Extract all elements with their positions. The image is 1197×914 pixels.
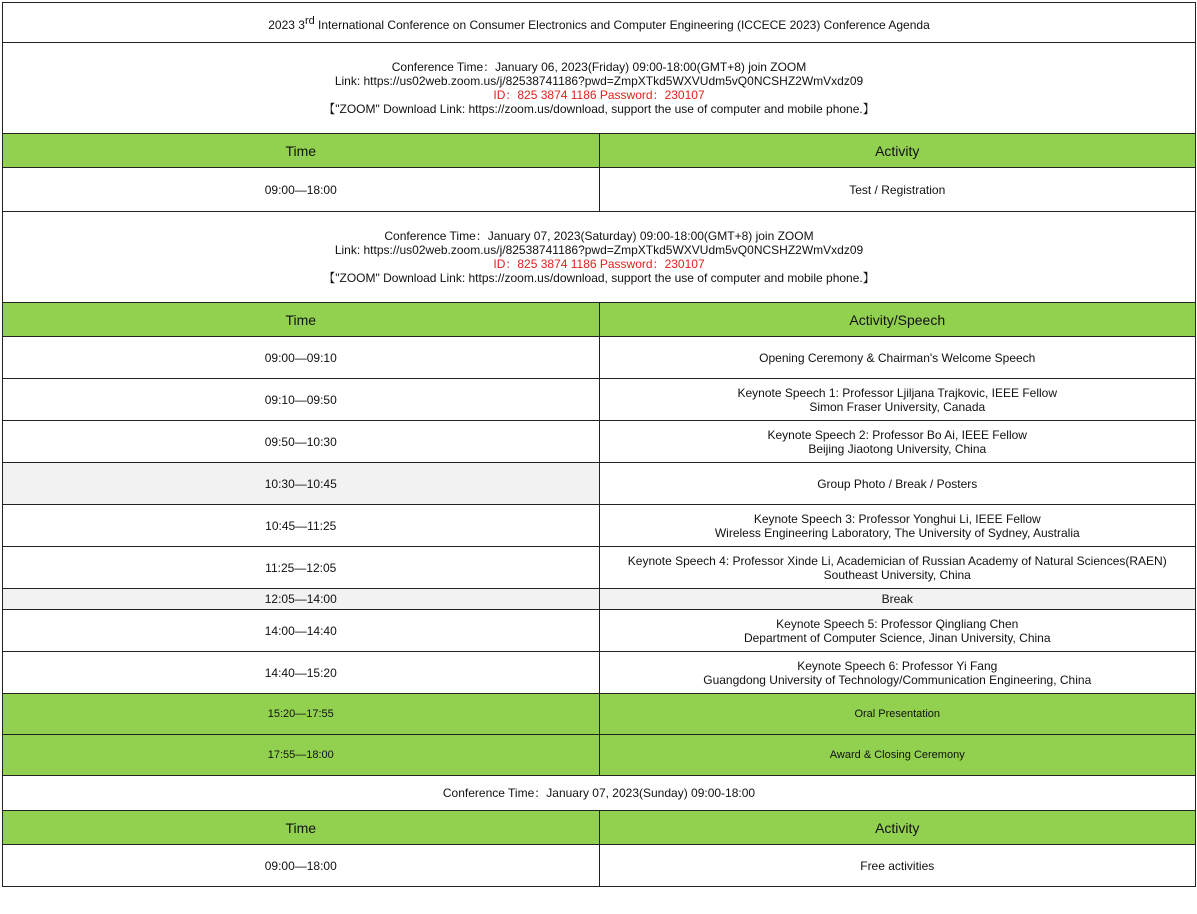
row-activity xyxy=(599,735,1196,776)
day1-header-activity: Activity xyxy=(599,134,1196,168)
title-superscript: rd xyxy=(304,14,315,27)
row-time: 09:00—18:00 xyxy=(3,168,600,212)
row-activity-line2: Simon Fraser University, Canada xyxy=(809,399,986,414)
row-activity xyxy=(599,652,1196,694)
row-activity-line1: Award & Closing Ceremony xyxy=(829,749,965,761)
row-activity xyxy=(599,694,1196,735)
row-time: 12:05—14:00 xyxy=(3,589,600,610)
row-activity-line1: Opening Ceremony & Chairman's Welcome Speech xyxy=(759,350,1036,365)
row-activity-line1: Keynote Speech 6: Professor Yi Fang xyxy=(797,658,998,673)
agenda-title xyxy=(3,3,1196,43)
day1-info xyxy=(3,43,1196,134)
table-row xyxy=(3,547,1196,589)
row-activity-line1: Keynote Speech 3: Professor Yonghui Li, IEEE Fellow xyxy=(753,511,1041,526)
day2-info xyxy=(3,212,1196,303)
table-row xyxy=(3,735,1196,776)
row-activity xyxy=(599,589,1196,610)
row-activity-line2: Wireless Engineering Laboratory, The University of Sydney, Australia xyxy=(714,525,1080,540)
row-time: 10:30—10:45 xyxy=(3,463,600,505)
table-row xyxy=(3,652,1196,694)
row-activity-line1: Break xyxy=(881,592,913,606)
row-activity xyxy=(599,337,1196,379)
row-activity xyxy=(599,379,1196,421)
table-row xyxy=(3,379,1196,421)
table-row xyxy=(3,694,1196,735)
table-row xyxy=(3,168,1196,212)
row-activity xyxy=(599,421,1196,463)
title-prefix: 2023 3 xyxy=(268,17,305,32)
day2-header-time: Time xyxy=(3,303,600,337)
table-row xyxy=(3,845,1196,887)
row-activity-line2: Southeast University, China xyxy=(823,567,971,582)
row-time: 11:25—12:05 xyxy=(3,547,600,589)
row-activity-line1: Group Photo / Break / Posters xyxy=(817,476,978,491)
day1-zoom-link[interactable]: Link: https://us02web.zoom.us/j/82538741186?pwd=ZmpXTkd5WXVUdm5vQ0NCSHZ2WmVxdz09 xyxy=(334,74,864,88)
row-activity: Free activities xyxy=(599,845,1196,887)
row-time: 09:10—09:50 xyxy=(3,379,600,421)
row-time: 10:45—11:25 xyxy=(3,505,600,547)
day3-header-time: Time xyxy=(3,811,600,845)
day3-header-activity: Activity xyxy=(599,811,1196,845)
day2-conference-time: Conference Time：January 07, 2023(Saturday) 09:00-18:00(GMT+8) join ZOOM xyxy=(384,229,814,243)
table-row xyxy=(3,589,1196,610)
table-row xyxy=(3,337,1196,379)
table-row xyxy=(3,463,1196,505)
row-activity xyxy=(599,505,1196,547)
row-activity-line1: Keynote Speech 4: Professor Xinde Li, Academician of Russian Academy of Natural Sciences(RAEN) xyxy=(627,553,1167,568)
row-activity xyxy=(599,547,1196,589)
row-time: 14:40—15:20 xyxy=(3,652,600,694)
table-row xyxy=(3,421,1196,463)
row-activity-line1: Keynote Speech 2: Professor Bo Ai, IEEE Fellow xyxy=(767,427,1027,442)
row-time: 09:00—18:00 xyxy=(3,845,600,887)
row-activity-line1: Keynote Speech 5: Professor Qingliang Chen xyxy=(776,616,1019,631)
row-activity xyxy=(599,610,1196,652)
row-activity-line2: Department of Computer Science, Jinan University, China xyxy=(743,630,1051,645)
day1-zoom-download: 【"ZOOM" Download Link: https://zoom.us/download, support the use of computer and mobile phone.】 xyxy=(323,102,875,116)
row-time: 14:00—14:40 xyxy=(3,610,600,652)
day1-header-row xyxy=(3,134,1196,168)
day1-header-time: Time xyxy=(3,134,600,168)
day2-header-row xyxy=(3,303,1196,337)
table-row xyxy=(3,610,1196,652)
title-rest: International Conference on Consumer Electronics and Computer Engineering (ICCECE 2023) Conference Agenda xyxy=(314,17,930,32)
row-activity-line1: Keynote Speech 1: Professor Ljiljana Trajkovic, IEEE Fellow xyxy=(737,385,1057,400)
row-activity-line1: Oral Presentation xyxy=(854,708,941,720)
day2-header-activity: Activity/Speech xyxy=(599,303,1196,337)
day2-zoom-id-password: ID：825 3874 1186 Password：230107 xyxy=(493,257,705,271)
day1-conference-time: Conference Time：January 06, 2023(Friday) 09:00-18:00(GMT+8) join ZOOM xyxy=(391,60,807,74)
row-time: 17:55—18:00 xyxy=(3,735,600,776)
agenda-table xyxy=(2,2,1196,887)
row-activity xyxy=(599,463,1196,505)
day2-zoom-download: 【"ZOOM" Download Link: https://zoom.us/download, support the use of computer and mobile phone.】 xyxy=(323,271,875,285)
day3-conference-time: Conference Time：January 07, 2023(Sunday) 09:00-18:00 xyxy=(3,776,1196,811)
row-time: 15:20—17:55 xyxy=(3,694,600,735)
day1-zoom-id-password: ID：825 3874 1186 Password：230107 xyxy=(493,88,705,102)
day3-header-row xyxy=(3,811,1196,845)
row-time: 09:00—09:10 xyxy=(3,337,600,379)
day2-zoom-link[interactable]: Link: https://us02web.zoom.us/j/82538741186?pwd=ZmpXTkd5WXVUdm5vQ0NCSHZ2WmVxdz09 xyxy=(334,243,864,257)
row-activity: Test / Registration xyxy=(599,168,1196,212)
row-time: 09:50—10:30 xyxy=(3,421,600,463)
row-activity-line2: Guangdong University of Technology/Communication Engineering, China xyxy=(703,672,1092,687)
row-activity-line2: Beijing Jiaotong University, China xyxy=(808,441,987,456)
table-row xyxy=(3,505,1196,547)
